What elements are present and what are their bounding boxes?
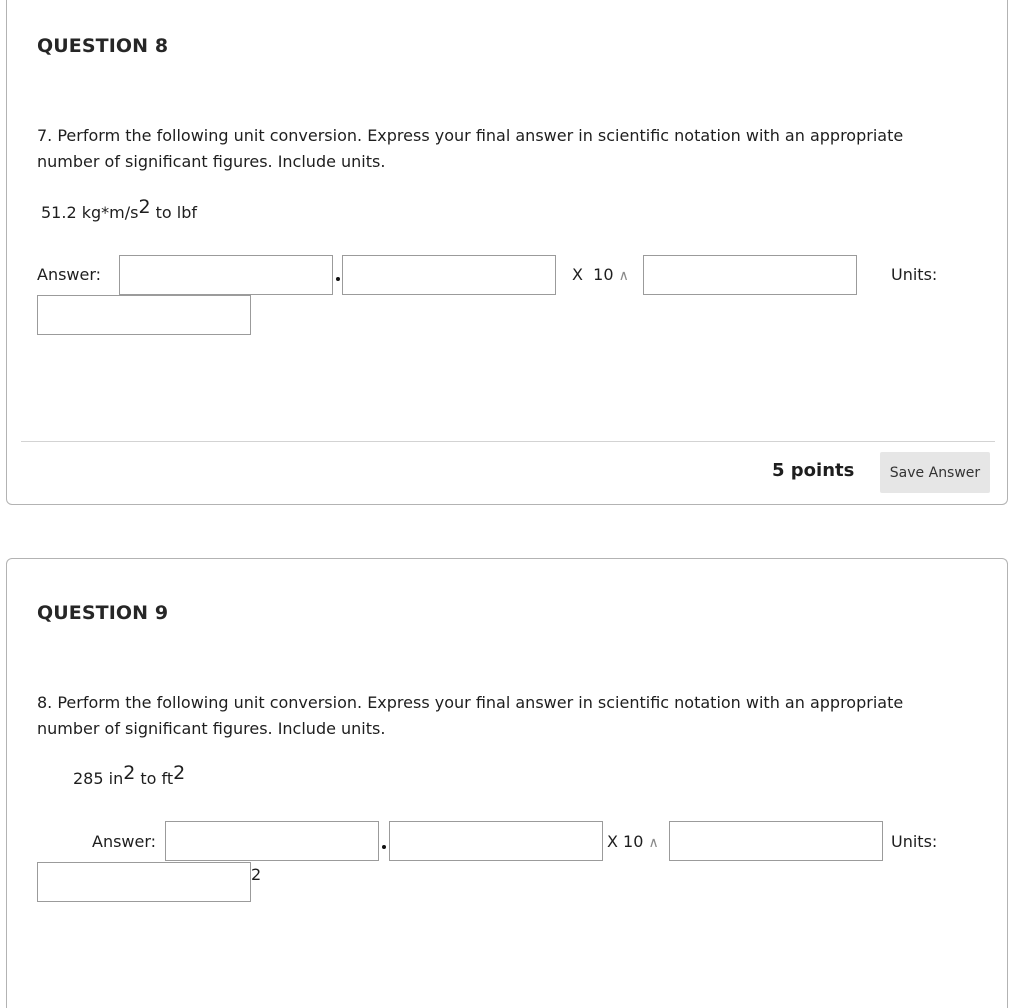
coefficient-integer-input[interactable]: [165, 821, 379, 861]
times-ten-label: X 10 ∧: [572, 265, 629, 284]
question-8-problem: 51.2 $kg*m/s^2$ to lbf: [41, 196, 198, 222]
question-8-text: 7. Perform the following unit conversion. Express your final answer in scientific notation with an appropriate number of significant figures. Include units.: [37, 126, 904, 171]
units-label: Units:: [891, 265, 938, 284]
answer-label: Answer:: [92, 832, 157, 851]
coefficient-decimal-input[interactable]: [342, 255, 556, 295]
coefficient-decimal-input[interactable]: [389, 821, 603, 861]
question-8-title: QUESTION 8: [37, 35, 169, 57]
caret-icon: ∧: [618, 268, 629, 284]
times-ten-label: X 10 ∧: [607, 832, 659, 851]
answer-label: Answer:: [37, 265, 102, 284]
decimal-point: [336, 277, 340, 281]
units-input[interactable]: [37, 295, 251, 335]
question-9-problem: 285 $in^2$ to $ft^2$: [73, 762, 186, 788]
question-9-title: QUESTION 9: [37, 602, 169, 624]
units-exponent-suffix: 2: [251, 865, 262, 884]
units-input[interactable]: [37, 862, 251, 902]
question-9-text: 8. Perform the following unit conversion. Express your final answer in scientific notation with an appropriate number of significant figures. Include units.: [37, 693, 904, 738]
save-answer-button[interactable]: Save Answer: [880, 452, 990, 493]
exponent-input[interactable]: [643, 255, 857, 295]
divider: [21, 441, 995, 442]
decimal-point: [382, 845, 386, 849]
question-8-panel: [6, 0, 1008, 505]
exponent-input[interactable]: [669, 821, 883, 861]
points-label: 5 points: [772, 460, 855, 481]
caret-icon: ∧: [648, 835, 659, 851]
coefficient-integer-input[interactable]: [119, 255, 333, 295]
units-label: Units:: [891, 832, 938, 851]
question-9-panel: [6, 558, 1008, 1008]
